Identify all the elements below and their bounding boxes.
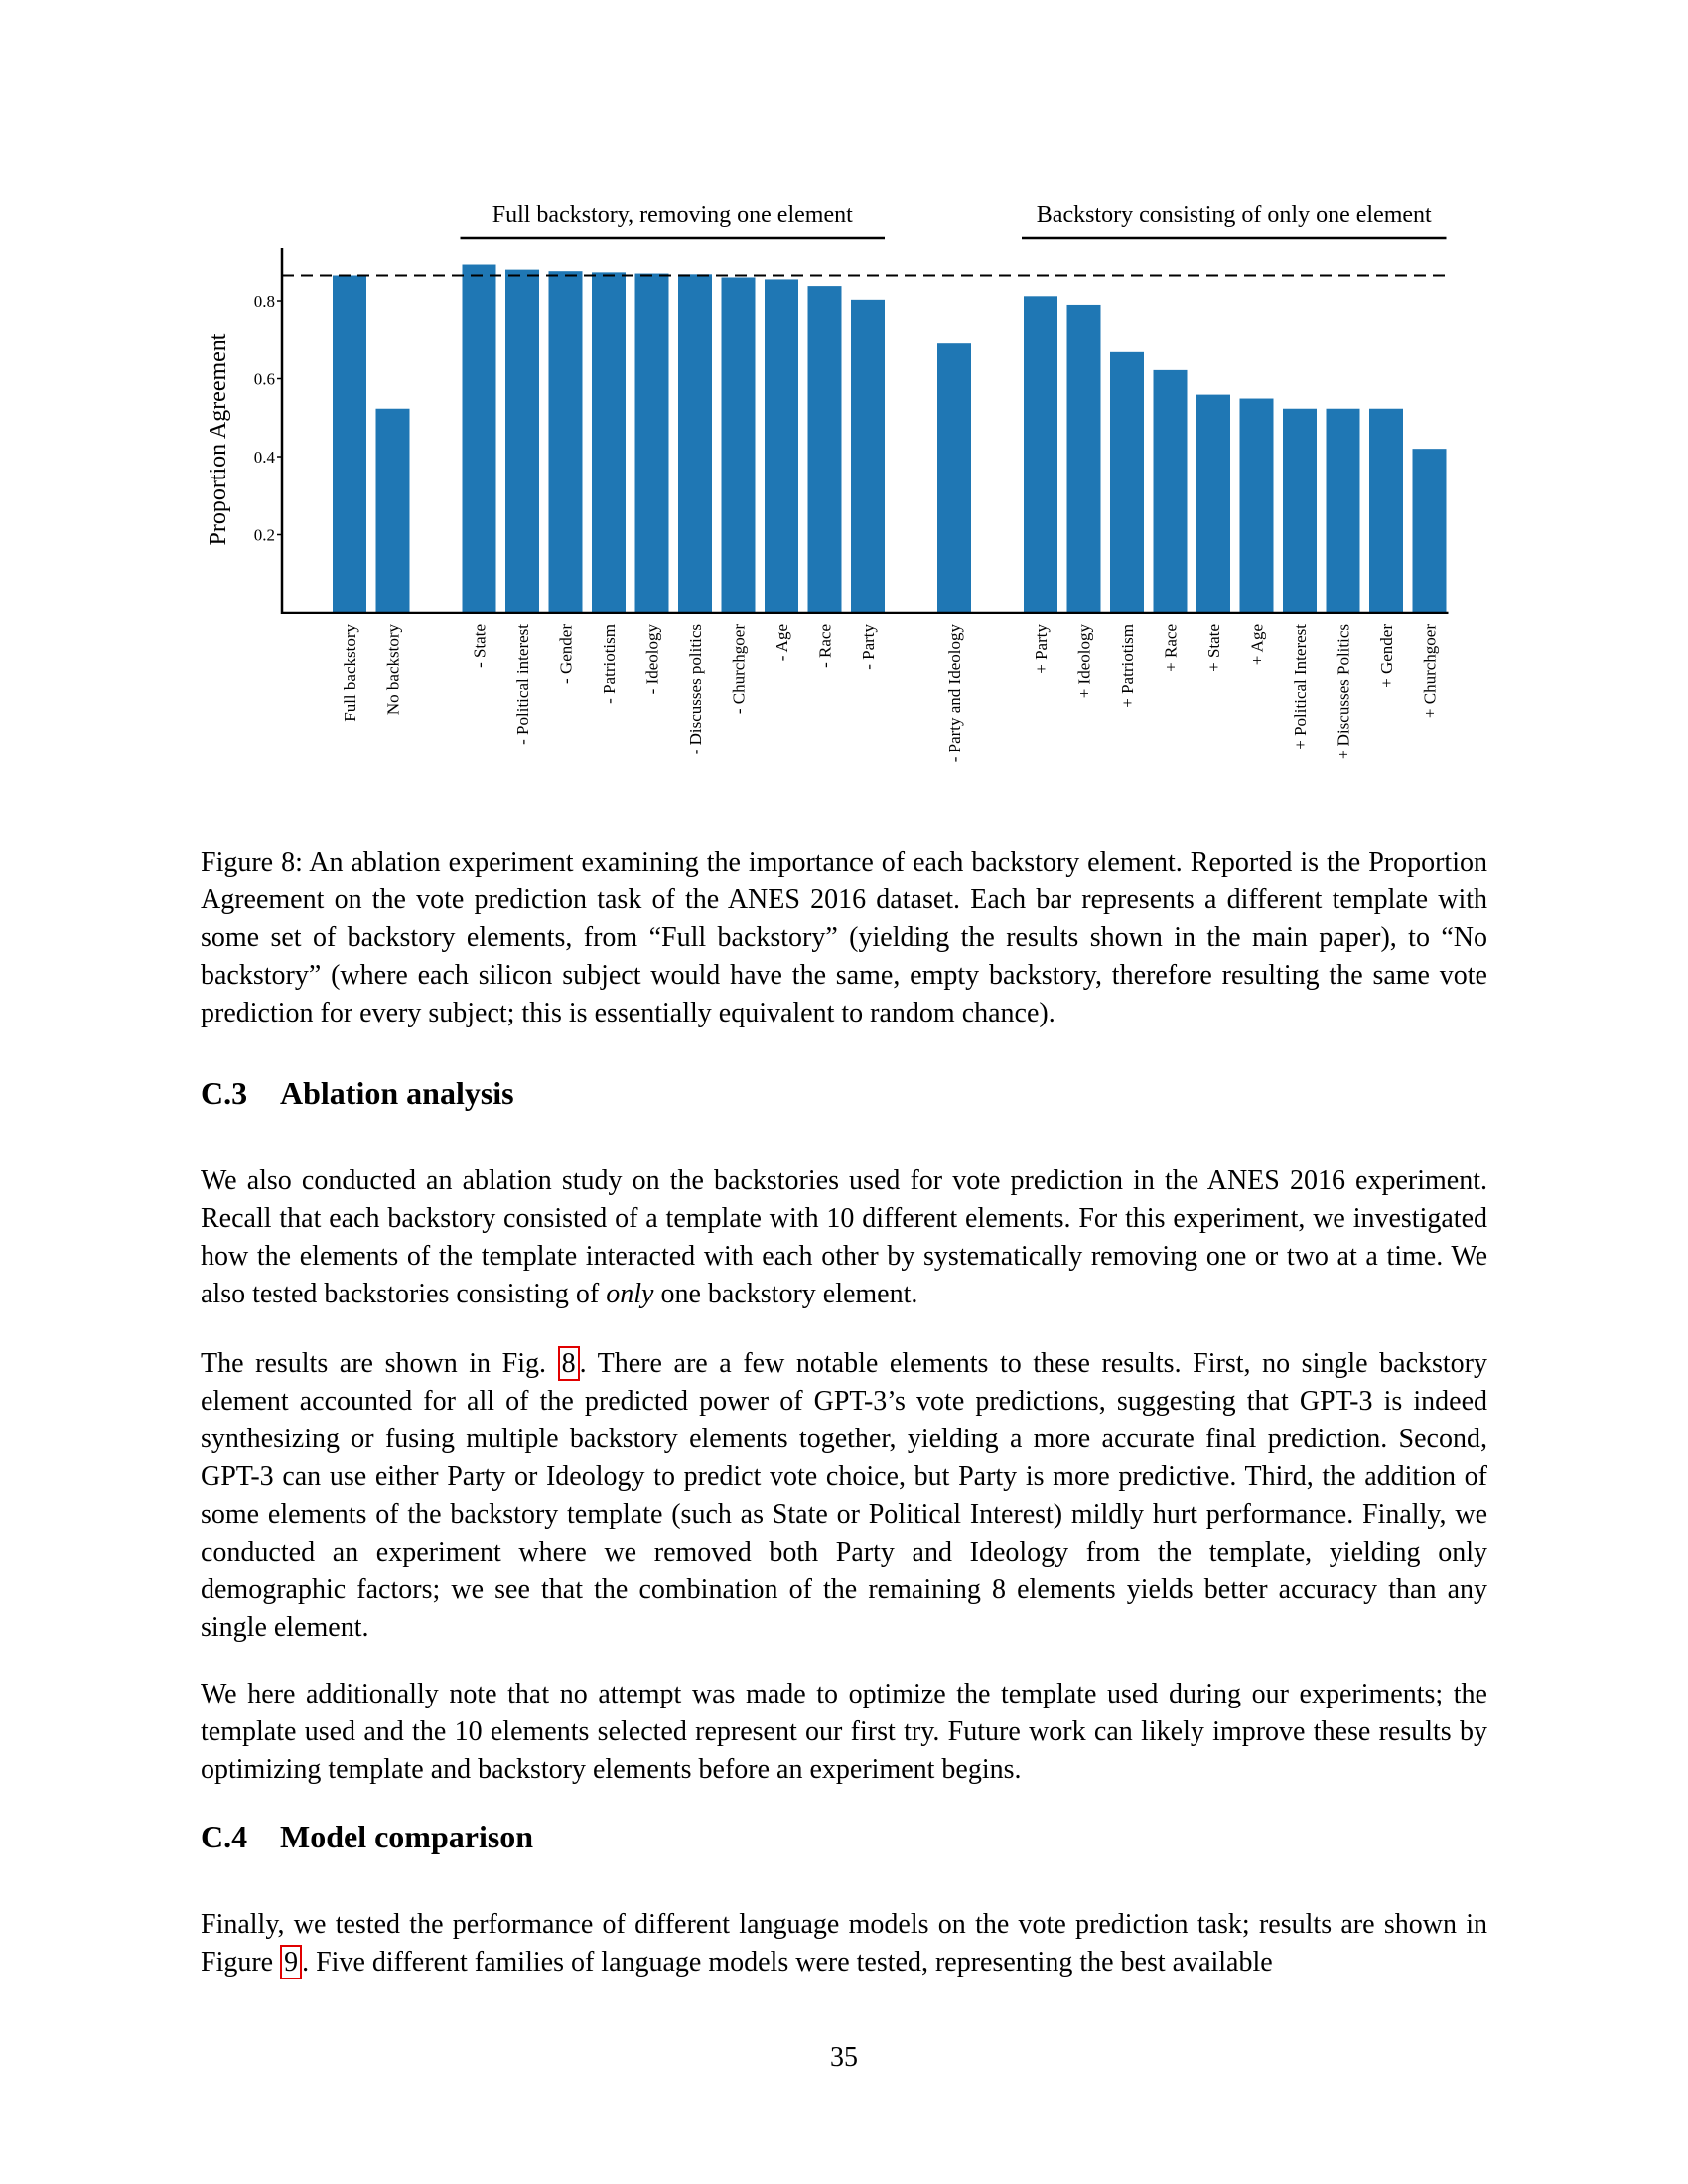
paragraph-4 <box>201 1906 1487 1981</box>
bar-12 <box>851 300 885 613</box>
figure-caption: Figure 8: An ablation experiment examining the importance of each backstory element. Reported is the Proportion Agreement on the vote prediction task of the ANES 2016 dataset. Each bar represents a different template with some set of backstory elements, from “Full backstory” (yielding the results shown in the main paper), to “No backstory” (where each silicon subject would have the same, empty backstory, therefore resulting the same vote prediction for every subject; this is essentially equivalent to random chance). <box>201 847 1487 1028</box>
bar-3 <box>463 265 496 613</box>
x-tick-label: - Patriotism <box>600 624 619 704</box>
x-tick-label: + Race <box>1161 624 1181 672</box>
paragraph-4-text: Finally, we tested the performance of different language models on the vote prediction task; results are shown in Figure <box>201 1909 1487 1978</box>
group-title: Full backstory, removing one element <box>492 203 853 228</box>
bar-6 <box>592 272 626 613</box>
bar-15 <box>1067 305 1101 613</box>
x-tick-label: - Discusses politics <box>686 624 705 755</box>
figure-8 <box>189 189 1509 824</box>
section-heading-c4 <box>201 1819 533 1855</box>
bar-9 <box>722 277 756 613</box>
x-tick-label: + Patriotism <box>1118 624 1137 708</box>
ablation-bar-chart <box>189 189 1509 824</box>
paragraph-3: We here additionally note that no attempt was made to optimize the template used during our experiments; the template used and the 10 elements selected represent our first try. Future work can likely improve these results by optimizing template and backstory elements before an experiment begins. <box>201 1679 1487 1785</box>
paragraph-2-text-end: . There are a few notable elements to these results. First, no single backstory element accounted for all of the predicted power of GPT-3’s vote predictions, suggesting that GPT-3 is indeed synthesizing or fusing multiple backstory elements together, yielding a more accurate final prediction. Second, GPT-3 can use either Party or Ideology to predict vote choice, but Party is more predictive. Third, the addition of some elements of the backstory template (such as State or Political Interest) mildly hurt performance. Finally, we conducted an experiment where we removed both Party and Ideology from the template, yielding only demographic factors; we see that the combination of the remaining 8 elements yields better accuracy than any single element. <box>201 1348 1488 1643</box>
x-tick-label: No backstory <box>383 624 403 716</box>
x-tick-label: + State <box>1204 624 1223 672</box>
paragraph-4-text-end: . Five different families of language models were tested, representing the best available <box>302 1947 1273 1978</box>
x-tick-label: - Political interest <box>513 624 532 745</box>
x-tick-label: + Gender <box>1377 624 1396 688</box>
y-tick-label: 0.4 <box>253 448 275 468</box>
x-tick-label: - Ideology <box>642 624 662 695</box>
bar-21 <box>1327 409 1360 613</box>
bar-18 <box>1196 395 1230 613</box>
figure-reference-link[interactable]: 9 <box>280 1945 302 1979</box>
section-title: Ablation analysis <box>280 1075 514 1111</box>
bar-10 <box>765 279 798 613</box>
paragraph-1-emphasis: only <box>606 1279 654 1309</box>
bar-8 <box>678 274 712 613</box>
bar-14 <box>1024 296 1057 613</box>
bar-4 <box>505 270 539 613</box>
x-tick-label: - Churchgoer <box>729 624 749 715</box>
paragraph-1 <box>201 1162 1487 1313</box>
bar-16 <box>1110 352 1144 613</box>
x-tick-label: - State <box>470 624 490 668</box>
bar-19 <box>1240 399 1274 613</box>
bar-22 <box>1369 409 1403 613</box>
x-tick-label: + Discusses Politics <box>1334 624 1353 760</box>
y-axis-label: Proportion Agreement <box>206 333 231 546</box>
bar-13 <box>937 343 971 613</box>
bar-20 <box>1283 409 1317 613</box>
x-tick-label: - Race <box>815 624 835 668</box>
bar-23 <box>1413 449 1447 613</box>
x-tick-label: - Party <box>859 624 878 670</box>
y-tick-label: 0.6 <box>253 369 275 389</box>
figure-reference-link[interactable]: 8 <box>558 1346 580 1381</box>
paragraph-2-text: The results are shown in Fig. <box>201 1348 558 1379</box>
x-tick-label: - Gender <box>556 624 576 684</box>
bar-1 <box>333 276 366 613</box>
y-tick-label: 0.2 <box>253 525 275 545</box>
x-tick-label: - Party and Ideology <box>945 624 964 763</box>
bar-2 <box>376 409 410 613</box>
x-tick-label: - Age <box>773 624 791 662</box>
group-title: Backstory consisting of only one element <box>1036 203 1432 228</box>
x-tick-label: + Political Interest <box>1291 624 1310 750</box>
x-tick-label: + Party <box>1032 624 1051 674</box>
x-tick-label: + Ideology <box>1074 624 1094 699</box>
paragraph-1-text-end: one backstory element. <box>653 1279 918 1309</box>
paragraph-1-text: We also conducted an ablation study on the backstories used for vote prediction in the ANES 2016 experiment. Recall that each backstory consisted of a template with 10 different elements. For this experiment, we investigated how the elements of the template interacted with each other by systematically removing one or two at a time. We also tested backstories consisting of <box>201 1165 1487 1309</box>
section-heading-c3 <box>201 1075 514 1112</box>
x-tick-label: Full backstory <box>341 624 359 722</box>
section-number: C.3 <box>201 1075 248 1111</box>
paragraph-2 <box>201 1345 1487 1647</box>
section-number: C.4 <box>201 1819 248 1854</box>
bar-7 <box>635 274 669 613</box>
section-title: Model comparison <box>280 1819 534 1854</box>
x-tick-label: + Age <box>1247 624 1267 666</box>
bar-11 <box>808 286 842 613</box>
bar-5 <box>549 271 583 613</box>
x-tick-label: + Churchgoer <box>1420 624 1440 719</box>
y-tick-label: 0.8 <box>253 292 275 312</box>
page-number: 35 <box>830 2042 858 2073</box>
bar-17 <box>1154 370 1188 613</box>
